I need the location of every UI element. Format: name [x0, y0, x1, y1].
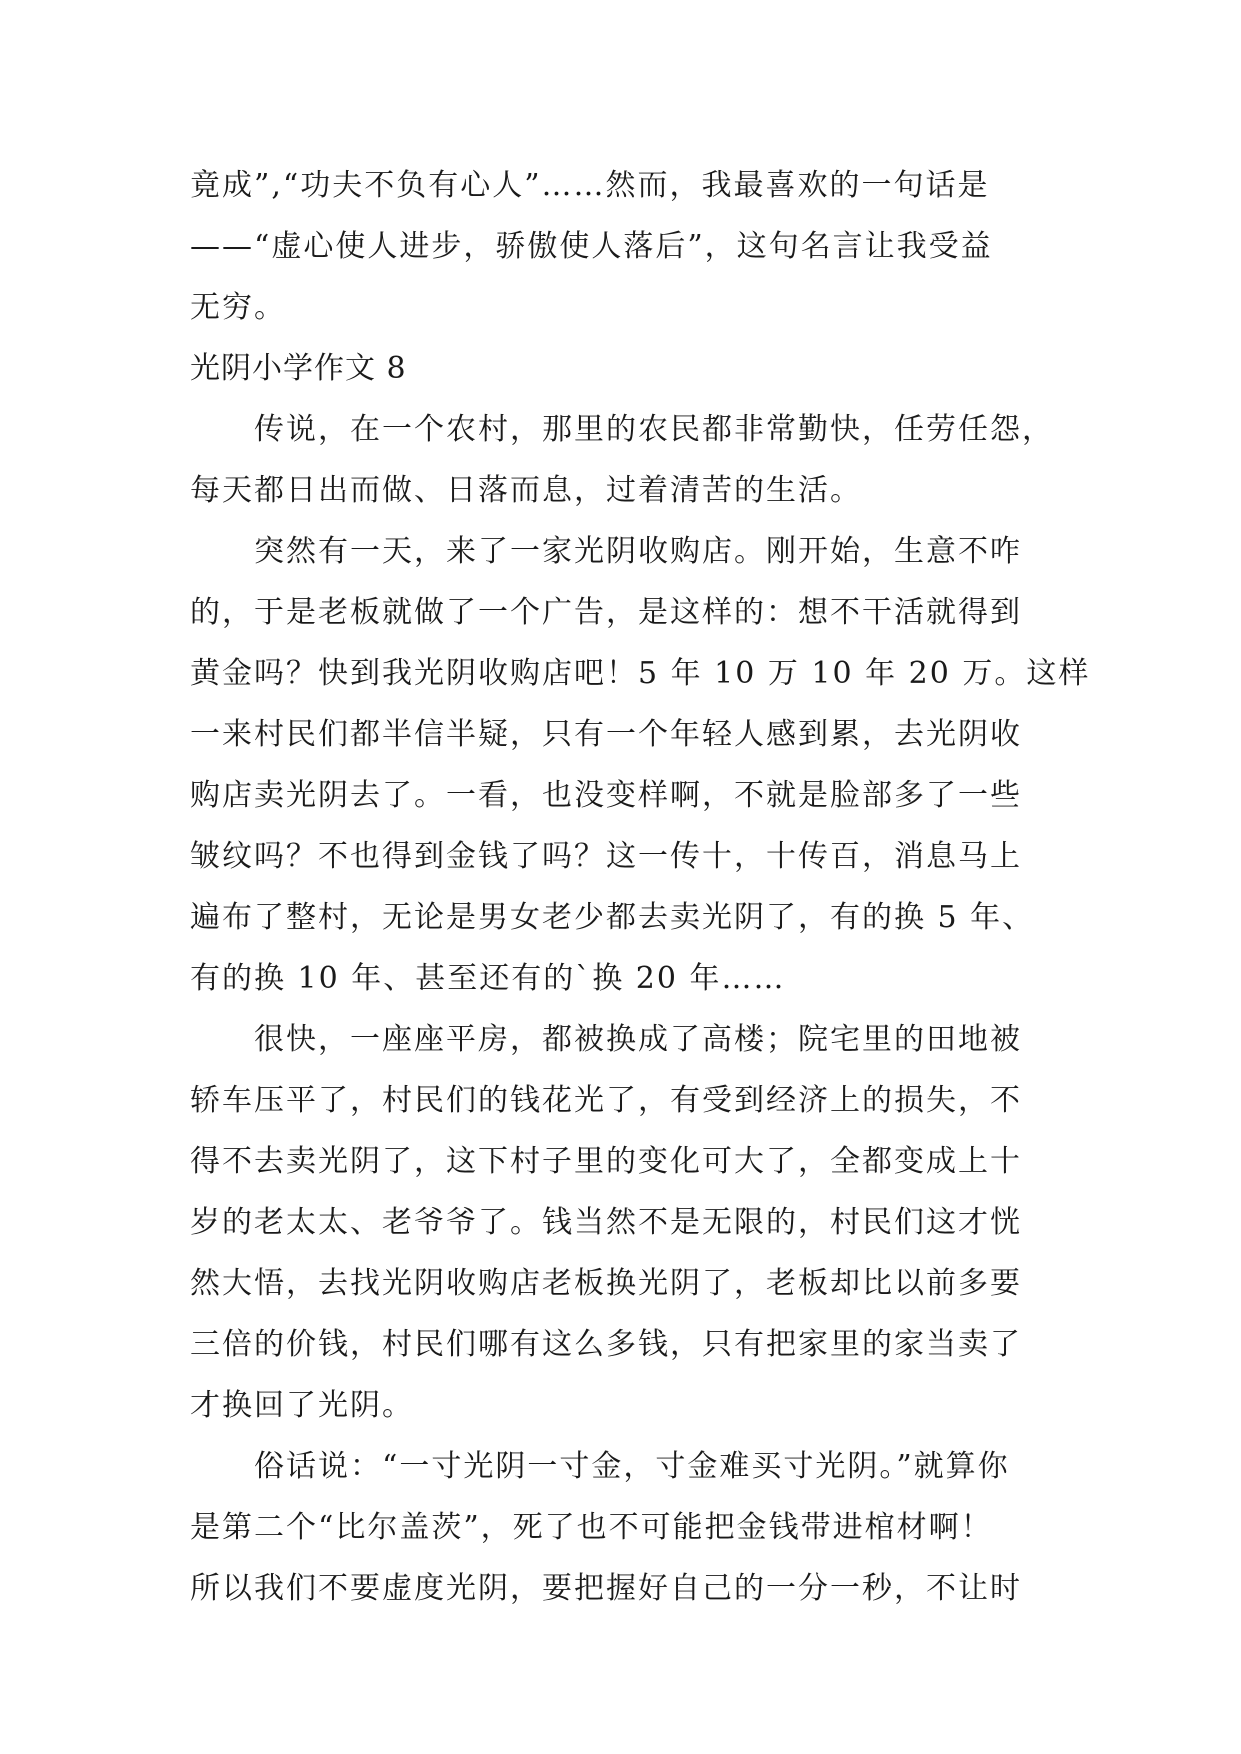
text-line: 无穷。: [190, 290, 286, 325]
document-body: [190, 155, 1091, 1619]
text-line: 一来村民们都半信半疑，只有一个年轻人感到累，去光阴收: [190, 717, 1022, 752]
section-title: 光阴小学作文 8: [190, 351, 407, 386]
text-line: 黄金吗？快到我光阴收购店吧！5 年 10 万 10 年 20 万。这样: [190, 656, 1091, 691]
paragraph-first-line: 俗话说：“一寸光阴一寸金，寸金难买寸光阴。”就算你: [254, 1449, 1010, 1484]
text-line: 有的换 10 年、甚至还有的`换 20 年……: [190, 961, 786, 996]
paragraph-first-line: 很快，一座座平房，都被换成了高楼；院宅里的田地被: [254, 1022, 1022, 1057]
text-line: 竟成”,“功夫不负有心人”……然而，我最喜欢的一句话是: [190, 168, 990, 203]
paragraph-first-line: 突然有一天，来了一家光阴收购店。刚开始，生意不咋: [254, 534, 1022, 569]
text-line: 每天都日出而做、日落而息，过着清苦的生活。: [190, 473, 862, 508]
text-line: 然大悟，去找光阴收购店老板换光阴了，老板却比以前多要: [190, 1266, 1022, 1301]
text-line: 才换回了光阴。: [190, 1388, 414, 1423]
text-line: 轿车压平了，村民们的钱花光了，有受到经济上的损失，不: [190, 1083, 1022, 1118]
text-line: 是第二个“比尔盖茨”，死了也不可能把金钱带进棺材啊！: [190, 1510, 993, 1545]
paragraph-first-line: 传说，在一个农村，那里的农民都非常勤快，任劳任怨，: [254, 412, 1054, 447]
text-line: 所以我们不要虚度光阴，要把握好自己的一分一秒，不让时: [190, 1571, 1022, 1606]
text-line: ——“虚心使人进步，骄傲使人落后”，这句名言让我受益: [190, 229, 993, 264]
text-line: 得不去卖光阴了，这下村子里的变化可大了，全都变成上十: [190, 1144, 1022, 1179]
text-line: 的，于是老板就做了一个广告，是这样的：想不干活就得到: [190, 595, 1022, 630]
text-line: 岁的老太太、老爷爷了。钱当然不是无限的，村民们这才恍: [190, 1205, 1022, 1240]
text-line: 三倍的价钱，村民们哪有这么多钱，只有把家里的家当卖了: [190, 1327, 1022, 1362]
text-line: 皱纹吗？不也得到金钱了吗？这一传十，十传百，消息马上: [190, 839, 1022, 874]
text-line: 遍布了整村，无论是男女老少都去卖光阴了，有的换 5 年、: [190, 900, 1035, 935]
text-line: 购店卖光阴去了。一看，也没变样啊，不就是脸部多了一些: [190, 778, 1022, 813]
